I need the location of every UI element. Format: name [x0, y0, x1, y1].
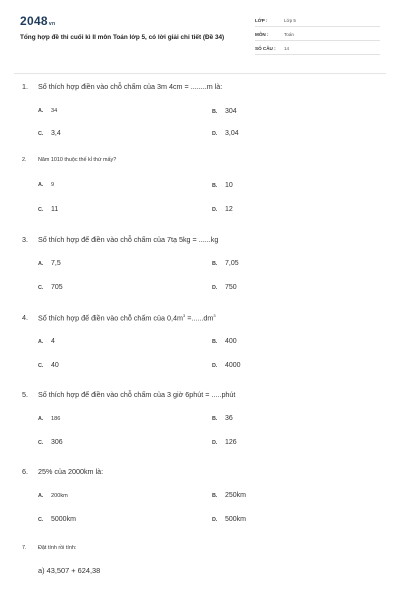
question-number: 1.: [22, 82, 28, 91]
q1-option-d[interactable]: [212, 130, 239, 137]
q6-option-d[interactable]: [212, 516, 246, 523]
option-letter: B.: [212, 109, 218, 115]
q3-option-d[interactable]: [212, 284, 237, 291]
option-text: 36: [225, 415, 233, 422]
q2-option-d[interactable]: [212, 206, 233, 213]
q4-option-b[interactable]: [212, 338, 237, 345]
question-7-stem: [22, 545, 76, 551]
option-text: 3,04: [225, 130, 239, 137]
option-letter: B.: [212, 416, 218, 422]
option-text: 7,05: [225, 260, 239, 267]
q6-option-a[interactable]: [38, 493, 68, 499]
question-5-stem: [22, 390, 235, 399]
option-text: 250km: [225, 492, 247, 499]
option-text: 705: [51, 284, 63, 291]
option-text: 9: [51, 182, 55, 188]
question-text: Số thích hợp để điền vào chỗ chấm của 7tạ 5kg = ......kg: [38, 235, 219, 244]
meta-subject: [255, 31, 380, 41]
option-text: 4: [51, 338, 55, 345]
option-letter: C.: [38, 517, 44, 523]
option-letter: B.: [212, 183, 218, 189]
site-logo[interactable]: [20, 14, 55, 28]
option-text: 10: [225, 182, 233, 189]
q1-option-c[interactable]: [38, 130, 61, 137]
option-text: 500km: [225, 516, 247, 523]
option-text: 126: [225, 439, 237, 446]
superscript: 3: [182, 313, 186, 318]
option-letter: A.: [38, 108, 44, 114]
q1-option-a[interactable]: [38, 108, 57, 114]
question-4-stem: [22, 313, 216, 322]
option-letter: A.: [38, 416, 44, 422]
option-letter: C.: [38, 363, 44, 369]
meta-class-value: Lớp 5: [284, 18, 296, 23]
option-letter: B.: [212, 339, 218, 345]
option-text: 34: [51, 108, 58, 114]
option-text: 304: [225, 108, 237, 115]
option-letter: B.: [212, 493, 218, 499]
document-title: Tổng hợp đề thi cuối kì II môn Toán lớp 5, có lời giải chi tiết (Đề 34): [20, 34, 225, 41]
question-7-part-a: a) 43,507 + 624,38: [38, 566, 101, 575]
option-letter: D.: [212, 440, 218, 446]
meta-count-value: 14: [284, 46, 290, 51]
option-text: 7,5: [51, 260, 61, 267]
option-letter: B.: [212, 261, 218, 267]
q6-option-c[interactable]: [38, 516, 76, 523]
meta-subject-value: Toán: [284, 32, 294, 37]
option-text: 12: [225, 206, 233, 213]
question-number: 5.: [22, 390, 28, 399]
option-letter: A.: [38, 339, 44, 345]
option-text: 306: [51, 439, 63, 446]
option-text: 5000km: [51, 516, 76, 523]
q4-option-a[interactable]: [38, 338, 55, 345]
q1-option-b[interactable]: [212, 108, 237, 115]
option-text: 200km: [51, 493, 68, 499]
question-number: 3.: [22, 235, 28, 244]
option-letter: D.: [212, 285, 218, 291]
superscript: 3: [213, 313, 216, 318]
option-letter: D.: [212, 363, 218, 369]
meta-class-key: LỚP :: [255, 18, 268, 23]
q2-option-a[interactable]: [38, 182, 54, 188]
option-letter: A.: [38, 182, 44, 188]
meta-class: [255, 17, 380, 27]
question-text: Số thích hợp để điền vào chỗ chấm của 0,4m: [38, 313, 183, 323]
logo-main: 2048: [20, 14, 48, 28]
question-number: 6.: [22, 467, 28, 476]
logo-suffix: vn: [48, 21, 56, 27]
option-text: 400: [225, 338, 237, 345]
q5-option-b[interactable]: [212, 415, 233, 422]
question-number: 7.: [22, 545, 27, 551]
meta-subject-key: MÔN :: [255, 32, 269, 37]
option-text: 40: [51, 362, 59, 369]
q4-option-d[interactable]: [212, 362, 241, 369]
q3-option-c[interactable]: [38, 284, 63, 291]
q4-option-c[interactable]: [38, 362, 59, 369]
option-text: 750: [225, 284, 237, 291]
option-letter: D.: [212, 131, 218, 137]
option-text: 4000: [225, 362, 241, 369]
option-text: 186: [51, 416, 61, 422]
meta-question-count: [255, 45, 380, 55]
option-letter: D.: [212, 207, 218, 213]
q5-option-c[interactable]: [38, 439, 63, 446]
option-letter: C.: [38, 207, 44, 213]
meta-count-key: SỐ CÂU :: [255, 46, 276, 51]
question-text: 25% của 2000km là:: [38, 467, 104, 476]
question-text: =......dm: [185, 313, 214, 323]
question-6-stem: [22, 467, 103, 476]
option-letter: A.: [38, 493, 44, 499]
question-text: Số thích hợp điền vào chỗ chấm của 3m 4cm = ........m là:: [38, 82, 223, 91]
question-text: Số thích hợp để điền vào chỗ chấm của 3 giờ 6phút = .....phút: [38, 390, 236, 399]
question-number: 2.: [22, 157, 27, 163]
option-letter: D.: [212, 517, 218, 523]
option-letter: C.: [38, 285, 44, 291]
q2-option-c[interactable]: [38, 206, 58, 213]
question-1-stem: [22, 82, 222, 91]
header-divider: [14, 73, 386, 74]
option-letter: A.: [38, 261, 44, 267]
q6-option-b[interactable]: [212, 492, 246, 499]
option-letter: C.: [38, 131, 44, 137]
q3-option-a[interactable]: [38, 260, 61, 267]
question-number: 4.: [22, 313, 28, 323]
q3-option-b[interactable]: [212, 260, 239, 267]
question-2-stem: [22, 157, 116, 163]
option-letter: C.: [38, 440, 44, 446]
question-3-stem: [22, 235, 218, 244]
q5-option-a[interactable]: [38, 416, 60, 422]
option-text: 3,4: [51, 130, 61, 137]
q2-option-b[interactable]: [212, 182, 233, 189]
question-text: Năm 1010 thuộc thế kỉ thứ mấy?: [38, 157, 117, 163]
option-text: 11: [51, 206, 59, 213]
question-text: Đặt tính rồi tính:: [38, 545, 77, 551]
q5-option-d[interactable]: [212, 439, 237, 446]
